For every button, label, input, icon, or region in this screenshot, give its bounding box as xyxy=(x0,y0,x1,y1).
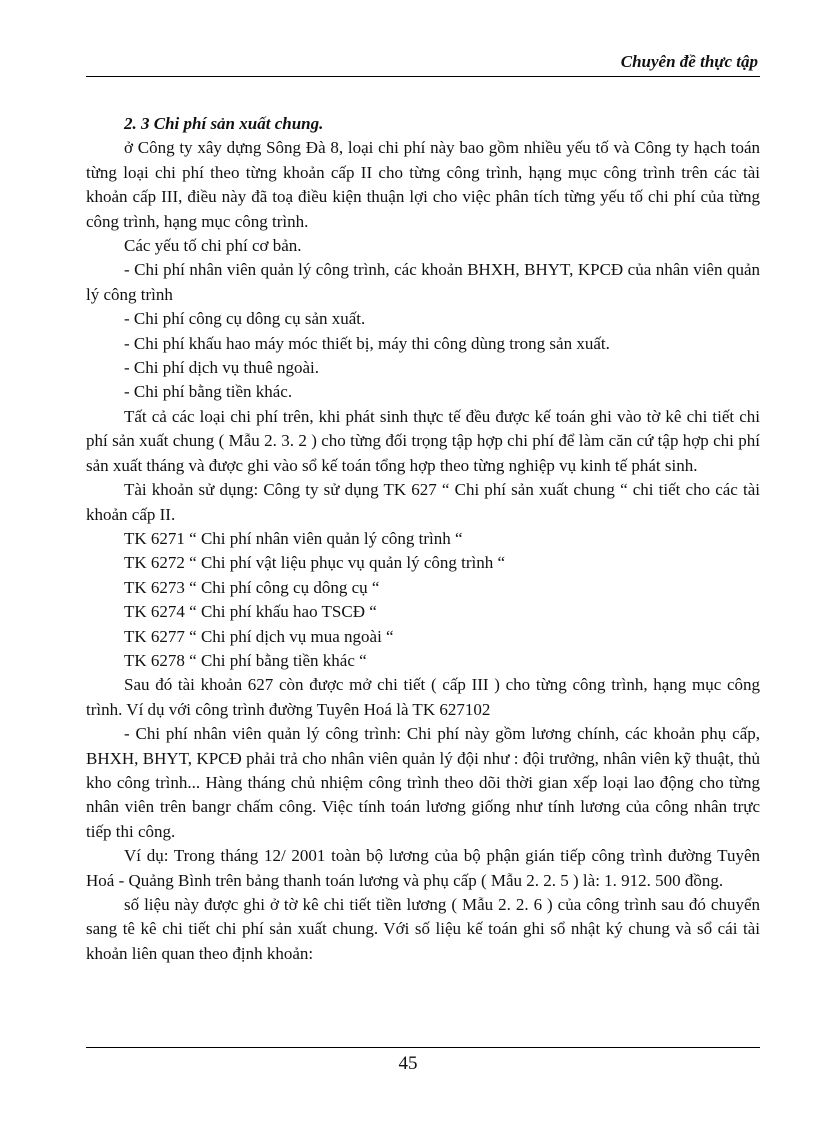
page-number: 45 xyxy=(398,1053,418,1074)
paragraph: số liệu này được ghi ở tờ kê chi tiết tiền lương ( Mẫu 2. 2. 6 ) của công trình sau đó chuyển sang tê kê chi tiết chi phí sản xuất chung. Với số liệu kế toán ghi sổ nhật ký chung và sổ cái tài khoản liên quan theo định khoản: xyxy=(86,895,760,963)
footer-rule xyxy=(86,1047,760,1048)
paragraph: TK 6272 “ Chi phí vật liệu phục vụ quản lý công trình “ xyxy=(124,553,506,573)
paragraph: - Chi phí dịch vụ thuê ngoài. xyxy=(124,358,320,378)
header-rule xyxy=(86,76,760,77)
page-header-title: Chuyên đề thực tập xyxy=(620,52,758,71)
document-body xyxy=(86,112,760,966)
paragraph: TK 6277 “ Chi phí dịch vụ mua ngoài “ xyxy=(124,626,394,646)
paragraph: ở Công ty xây dựng Sông Đà 8, loại chi phí này bao gồm nhiều yếu tố và Công ty hạch toán từng loại chi phí theo từng khoản cấp II cho từng công trình, hạng mục công trình trên các tài khoản cấp III, điều này đã toạ điều kiện thuận lợi cho việc phân tích từng yếu tố chi phí của từng công trình, hạng mục công trình. xyxy=(86,138,760,231)
paragraph: Tất cả các loại chi phí trên, khi phát sinh thực tế đều được kế toán ghi vào tờ kê chi tiết chi phí sản xuất chung ( Mẫu 2. 3. 2 ) cho từng đối trọng tập hợp chi phí để làm căn cứ tập hợp chi phí sản xuất tháng và được ghi vào sổ kế toán tổng hợp theo từng nghiệp vụ kinh tế phát sinh. xyxy=(86,406,760,475)
paragraph: - Chi phí bằng tiền khác. xyxy=(124,382,293,402)
paragraph: Tài khoản sử dụng: Công ty sử dụng TK 627 “ Chi phí sản xuất chung “ chi tiết cho các tài khoản cấp II. xyxy=(86,480,760,524)
paragraph: Sau đó tài khoản 627 còn được mở chi tiết ( cấp III ) cho từng công trình, hạng mục công trình. Ví dụ với công trình đường Tuyên Hoá là TK 627102 xyxy=(86,675,760,719)
paragraph: TK 6273 “ Chi phí công cụ dông cụ “ xyxy=(124,577,380,597)
paragraph: TK 6271 “ Chi phí nhân viên quản lý công trình “ xyxy=(124,528,463,548)
section-heading: 2. 3 Chi phí sản xuất chung. xyxy=(124,114,324,133)
paragraph: TK 6278 “ Chi phí bằng tiền khác “ xyxy=(124,650,367,670)
paragraph: - Chi phí nhân viên quản lý công trình: Chi phí này gồm lương chính, các khoản phụ cấp, BHXH, BHYT, KPCĐ phải trả cho nhân viên quản lý đội như : đội trưởng, nhân viên kỹ thuật, thủ kho công trình... Hàng tháng chủ nhiệm công trình theo dõi thời gian xếp loại lao động cho từng nhân viên trên bangr chấm công. Việc tính toán lương giống như tính lương của công nhân trực tiếp thi công. xyxy=(86,724,760,841)
paragraph: - Chi phí nhân viên quản lý công trình, các khoản BHXH, BHYT, KPCĐ của nhân viên quản lý công trình xyxy=(86,260,760,304)
paragraph: - Chi phí công cụ dông cụ sản xuất. xyxy=(124,309,366,329)
paragraph: Ví dụ: Trong tháng 12/ 2001 toàn bộ lương của bộ phận gián tiếp công trình đường Tuyên Hoá - Quảng Bình trên bảng thanh toán lương và phụ cấp ( Mẫu 2. 2. 5 ) là: 1. 912. 500 đồng. xyxy=(86,846,760,890)
paragraph: - Chi phí khấu hao máy móc thiết bị, máy thi công dùng trong sản xuất. xyxy=(124,333,610,353)
paragraph: TK 6274 “ Chi phí khấu hao TSCĐ “ xyxy=(124,602,377,622)
paragraph: Các yếu tố chi phí cơ bản. xyxy=(124,236,302,256)
